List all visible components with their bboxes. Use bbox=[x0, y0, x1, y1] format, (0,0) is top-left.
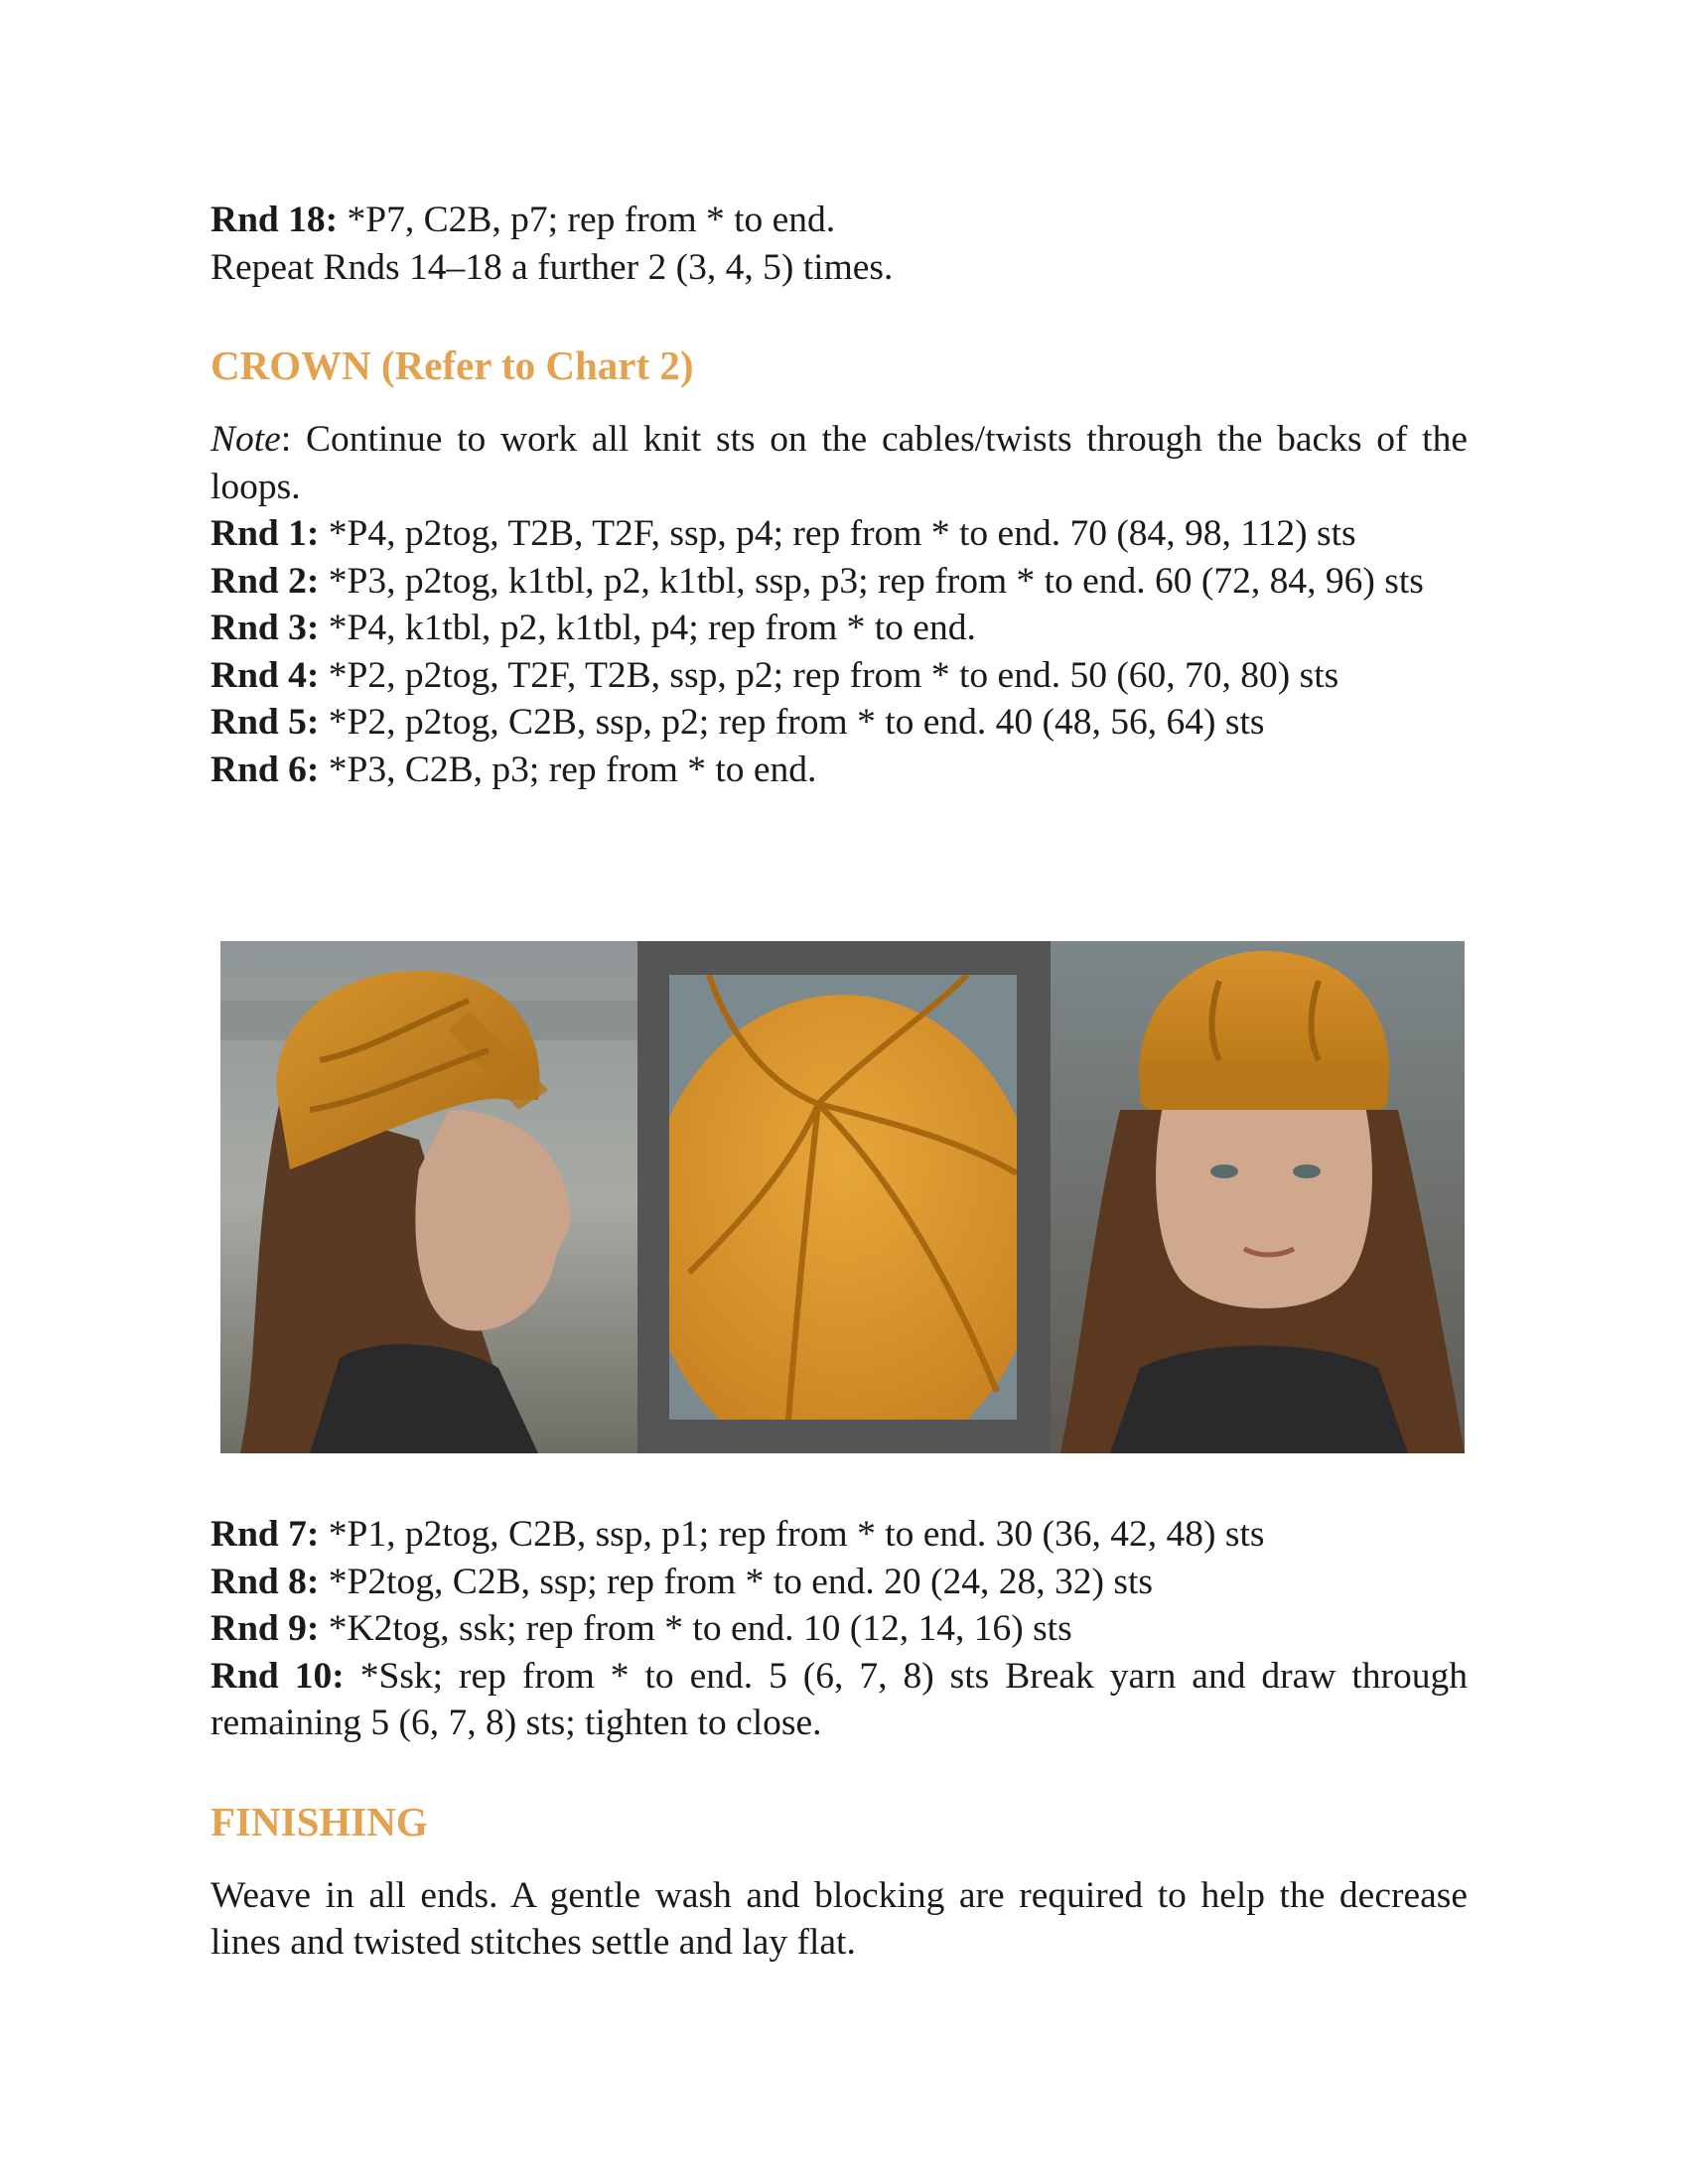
page-content bbox=[211, 197, 1468, 793]
crown-round-4 bbox=[211, 652, 1468, 700]
crown-round-1 bbox=[211, 510, 1468, 558]
round-text: *P2tog, C2B, ssp; rep from * to end. 20 (24, 28, 32) sts bbox=[319, 1561, 1153, 1602]
rnd-18-text: *P7, C2B, p7; rep from * to end. bbox=[338, 200, 836, 240]
round-label: Rnd 1: bbox=[211, 513, 320, 554]
finishing-heading: FINISHING bbox=[211, 1798, 428, 1844]
lower-round-10 bbox=[211, 1653, 1468, 1747]
lower-content bbox=[211, 1511, 1468, 1967]
crown-photo-image bbox=[669, 975, 1017, 1420]
round-text: *P2, p2tog, C2B, ssp, p2; rep from * to end. 40 (48, 56, 64) sts bbox=[319, 702, 1265, 743]
finishing-text: Weave in all ends. A gentle wash and blocking are required to help the decrease lines and twisted stitches settle and lay flat. bbox=[211, 1874, 1468, 1963]
round-label: Rnd 7: bbox=[211, 1514, 320, 1555]
note-label: Note bbox=[211, 419, 281, 460]
round-label: Rnd 4: bbox=[211, 654, 320, 696]
repeat-line: Repeat Rnds 14–18 a further 2 (3, 4, 5) times. bbox=[211, 246, 894, 288]
profile-photo bbox=[220, 941, 637, 1453]
round-label: Rnd 5: bbox=[211, 702, 320, 743]
round-label: Rnd 9: bbox=[211, 1608, 320, 1649]
crown-round-2 bbox=[211, 558, 1468, 606]
round-label: Rnd 6: bbox=[211, 749, 320, 790]
round-text: *P3, C2B, p3; rep from * to end. bbox=[319, 749, 817, 790]
hat-photo-strip bbox=[220, 941, 1465, 1453]
crown-round-3 bbox=[211, 605, 1468, 652]
round-text: *P1, p2tog, C2B, ssp, p1; rep from * to end. 30 (36, 42, 48) sts bbox=[319, 1514, 1265, 1555]
round-text: *P3, p2tog, k1tbl, p2, k1tbl, ssp, p3; rep from * to end. 60 (72, 84, 96) sts bbox=[319, 560, 1424, 602]
round-text: *Ssk; rep from * to end. 5 (6, 7, 8) sts Break yarn and draw through remaining 5 (6, 7, 8) sts; tighten to close. bbox=[211, 1655, 1468, 1743]
note-text: : Continue to work all knit sts on the cables/twists through the backs of the loops. bbox=[211, 419, 1468, 507]
crown-heading: CROWN (Refer to Chart 2) bbox=[211, 342, 694, 388]
lower-round-8 bbox=[211, 1559, 1468, 1606]
profile-photo-image bbox=[220, 941, 637, 1453]
lower-round-9 bbox=[211, 1605, 1468, 1653]
round-label: Rnd 8: bbox=[211, 1561, 320, 1602]
front-photo bbox=[1051, 941, 1465, 1453]
round-text: *K2tog, ssk; rep from * to end. 10 (12, 14, 16) sts bbox=[319, 1608, 1072, 1649]
lower-round-7 bbox=[211, 1511, 1468, 1559]
round-label: Rnd 2: bbox=[211, 560, 320, 602]
rnd-18-line bbox=[211, 197, 1468, 244]
round-label: Rnd 3: bbox=[211, 608, 320, 648]
rnd-18-label: Rnd 18: bbox=[211, 200, 339, 240]
round-text: *P2, p2tog, T2F, T2B, ssp, p2; rep from * to end. 50 (60, 70, 80) sts bbox=[319, 654, 1339, 696]
round-label: Rnd 10: bbox=[211, 1655, 345, 1697]
round-text: *P4, k1tbl, p2, k1tbl, p4; rep from * to end. bbox=[319, 608, 976, 648]
crown-round-6 bbox=[211, 747, 1468, 794]
crown-photo bbox=[669, 975, 1017, 1420]
front-photo-image bbox=[1051, 941, 1465, 1453]
round-text: *P4, p2tog, T2B, T2F, ssp, p4; rep from * to end. 70 (84, 98, 112) sts bbox=[319, 513, 1356, 554]
crown-note bbox=[211, 416, 1468, 510]
crown-round-5 bbox=[211, 699, 1468, 747]
